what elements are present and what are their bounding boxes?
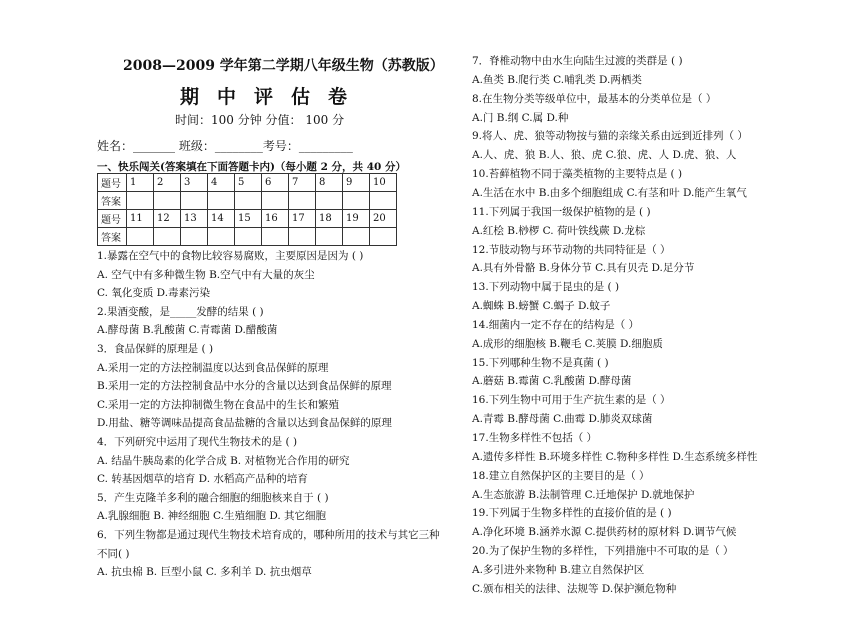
question-line: A.蜘蛛 B.螃蟹 C.蝎子 D.蚊子 (472, 300, 611, 313)
question-line: 11.下列属于我国一级保护植物的是 ( ) (472, 205, 651, 218)
exam-title: 2008—2009 学年第二学期八年级生物（苏教版） (123, 58, 444, 74)
answer-cell (127, 192, 154, 210)
answer-cell (343, 228, 370, 246)
answer-cell (370, 192, 397, 210)
answer-cell (370, 228, 397, 246)
section-heading: 一、快乐闯关(答案填在下面答题卡内)（每小题 2 分，共 40 分） (97, 161, 406, 173)
question-line: A.成形的细胞核 B.鞭毛 C.荚膜 D.细胞质 (472, 337, 663, 350)
table-cell: 16 (262, 210, 289, 228)
table-cell: 1 (127, 174, 154, 192)
question-line: A. 抗虫棉 B. 巨型小鼠 C. 多利羊 D. 抗虫烟草 (97, 566, 312, 579)
time-score: 时间：100 分钟 分值： 100 分 (175, 113, 345, 127)
question-line: 10.苔藓植物不同于藻类植物的主要特点是 ( ) (472, 168, 683, 181)
table-cell: 11 (127, 210, 154, 228)
question-line: 9.将人、虎、狼等动物按与猫的亲缘关系由远到近排列（ ） (472, 130, 748, 143)
answer-card-table (97, 173, 397, 246)
table-cell: 13 (181, 210, 208, 228)
question-line: A.乳腺细胞 B. 神经细胞 C.生殖细胞 D. 其它细胞 (97, 510, 327, 523)
student-fields: 姓名：_______ 班级：________考号：_________ (97, 139, 353, 153)
table-cell: 9 (343, 174, 370, 192)
question-line: C. 转基因烟草的培育 D. 水稻高产品种的培育 (97, 473, 308, 486)
answer-cell (316, 228, 343, 246)
answer-cell (289, 228, 316, 246)
table-cell: 题号 (98, 174, 127, 192)
answer-cell (154, 192, 181, 210)
question-line: A.具有外骨骼 B.身体分节 C.具有贝壳 D.足分节 (472, 262, 695, 275)
answer-cell (208, 228, 235, 246)
answer-cell (127, 228, 154, 246)
table-cell: 7 (289, 174, 316, 192)
question-line: 14.细菌内一定不存在的结构是（ ） (472, 318, 640, 331)
answer-cell (343, 192, 370, 210)
question-line: 1.暴露在空气中的食物比较容易腐败，主要原因是因为 ( ) (97, 250, 364, 262)
table-row (98, 192, 397, 210)
question-line: A.遗传多样性 B.环境多样性 C.物种多样性 D.生态系统多样性 (472, 450, 758, 463)
table-cell: 6 (262, 174, 289, 192)
question-line: 7．脊椎动物中由水生向陆生过渡的类群是 ( ) (472, 55, 683, 67)
answer-cell (235, 192, 262, 210)
question-line: A. 结晶牛胰岛素的化学合成 B. 对植物光合作用的研究 (97, 454, 350, 467)
answer-cell (262, 228, 289, 246)
question-line: A.采用一定的方法控制温度以达到食品保鲜的原理 (97, 361, 329, 374)
question-line: C. 氧化变质 D.毒素污染 (97, 287, 211, 300)
question-line: A.生活在水中 B.由多个细胞组成 C.有茎和叶 D.能产生氧气 (472, 186, 747, 199)
table-cell: 18 (316, 210, 343, 228)
question-line: C.采用一定的方法抑制微生物在食品中的生长和繁殖 (97, 398, 339, 411)
table-cell: 19 (343, 210, 370, 228)
table-cell: 20 (370, 210, 397, 228)
question-line: 8.在生物分类等级单位中，最基本的分类单位是（ ） (472, 92, 717, 105)
table-row (98, 174, 397, 192)
question-line: A.多引进外来物种 B.建立自然保护区 (472, 563, 645, 576)
question-line: 5．产生克隆羊多利的融合细胞的细胞核来自于 ( ) (97, 491, 329, 504)
question-line: A.鱼类 B.爬行类 C.哺乳类 D.两栖类 (472, 73, 642, 86)
question-line: A.人、虎、狼 B.人、狼、虎 C.狼、虎、人 D.虎、狼、人 (472, 149, 737, 162)
question-line: A.生态旅游 B.法制管理 C.迁地保护 D.就地保护 (472, 488, 695, 501)
question-line: 2.果酒变酸，是_____发酵的结果 ( ) (97, 305, 264, 318)
question-line: 16.下列生物中可用于生产抗生素的是（ ） (472, 394, 671, 407)
question-line: A. 空气中有多种微生物 B.空气中有大量的灰尘 (97, 268, 315, 281)
question-line: A.酵母菌 B.乳酸菌 C.青霉菌 D.醋酸菌 (97, 324, 278, 337)
answer-cell (181, 228, 208, 246)
main-title: 期中评估卷 (180, 86, 366, 108)
question-line: C.颁布相关的法律、法规等 D.保护濒危物种 (472, 582, 677, 595)
question-line: D.用盐、糖等调味品提高食品盐糖的含量以达到食品保鲜的原理 (97, 417, 392, 430)
answer-cell (181, 192, 208, 210)
table-cell: 12 (154, 210, 181, 228)
question-line: 4．下列研究中运用了现代生物技术的是 ( ) (97, 436, 298, 448)
table-cell: 答案 (98, 192, 127, 210)
answer-cell (235, 228, 262, 246)
answer-cell (154, 228, 181, 246)
question-line: 12.节肢动物与环节动物的共同特征是（ ） (472, 243, 671, 256)
question-line: 19.下列属于生物多样性的直接价值的是 ( ) (472, 507, 672, 520)
table-cell: 14 (208, 210, 235, 228)
table-cell: 8 (316, 174, 343, 192)
table-cell: 3 (181, 174, 208, 192)
table-cell: 17 (289, 210, 316, 228)
question-line: 17.生物多样性不包括（ ） (472, 432, 598, 444)
question-line: 6．下列生物都是通过现代生物技术培育成的，哪种所用的技术与其它三种 (97, 529, 440, 541)
table-cell: 2 (154, 174, 181, 192)
question-line: A.净化环境 B.涵养水源 C.提供药材的原材料 D.调节气候 (472, 526, 737, 539)
table-row (98, 228, 397, 246)
answer-cell (262, 192, 289, 210)
table-cell: 题号 (98, 210, 127, 228)
table-cell: 4 (208, 174, 235, 192)
answer-cell (316, 192, 343, 210)
table-cell: 5 (235, 174, 262, 192)
question-line: A.门 B.纲 C.属 D.种 (472, 111, 569, 124)
question-line: 13.下列动物中属于昆虫的是 ( ) (472, 281, 620, 294)
table-cell: 答案 (98, 228, 127, 246)
table-cell: 15 (235, 210, 262, 228)
table-cell: 10 (370, 174, 397, 192)
question-line: 18.建立自然保护区的主要目的是（ ） (472, 469, 650, 482)
question-line: B.采用一定的方法控制食品中水分的含量以达到食品保鲜的原理 (97, 380, 392, 393)
question-line: 3．食品保鲜的原理是 ( ) (97, 343, 214, 355)
question-line: 15.下列哪种生物不是真菌 ( ) (472, 356, 609, 369)
question-line: 不同( ) (97, 547, 130, 560)
answer-cell (208, 192, 235, 210)
question-line: A.蘑菇 B.霉菌 C.乳酸菌 D.酵母菌 (472, 375, 632, 388)
question-line: A.青霉 B.酵母菌 C.曲霉 D.肺炎双球菌 (472, 413, 653, 426)
answer-cell (289, 192, 316, 210)
question-line: A.红桧 B.桫椤 C. 荷叶铁线蕨 D.龙棕 (472, 224, 646, 237)
question-line: 20.为了保护生物的多样性，下列措施中不可取的是（ ） (472, 545, 734, 558)
table-row (98, 210, 397, 228)
